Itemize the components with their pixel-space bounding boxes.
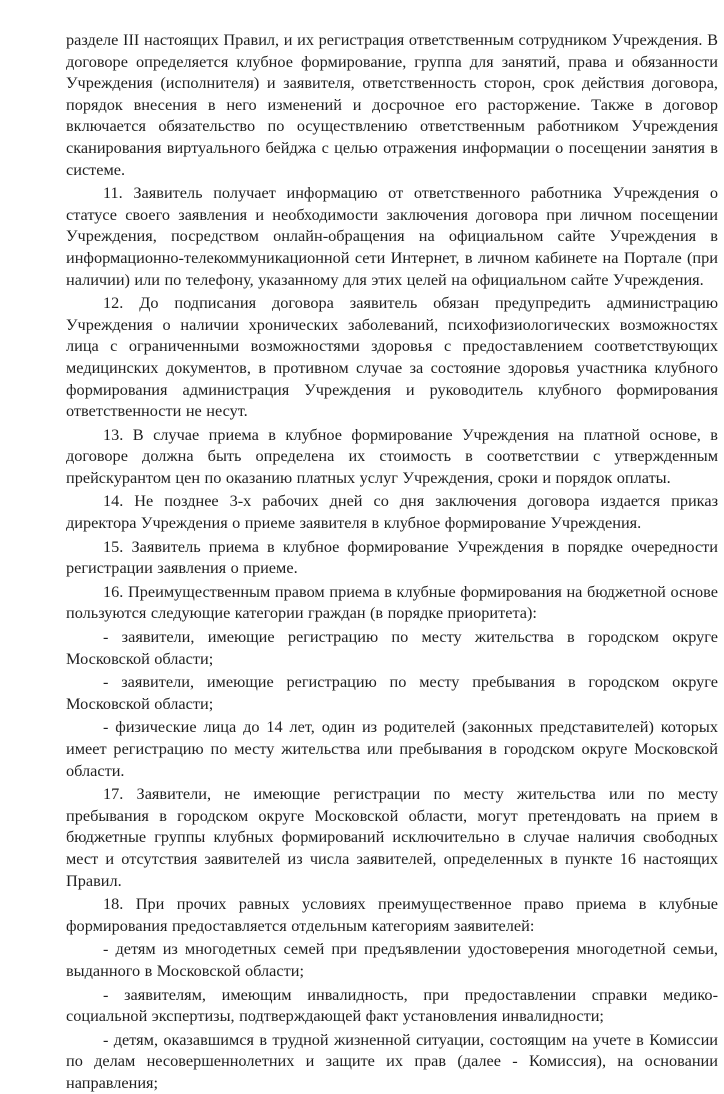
- document-body: [66, 29, 718, 1094]
- paragraph: 13. В случае приема в клубное формирование Учреждения на платной основе, в договоре должна быть определена их стоимость в соответствии с утвержденным прейскурантом цен по оказанию платных услуг Учреждения, сроки и порядок оплаты.: [66, 424, 718, 487]
- paragraph: 16. Преимущественным правом приема в клубные формирования на бюджетной основе пользуются следующие категории граждан (в порядке приоритета):: [66, 581, 718, 623]
- list-item: - детям, оказавшимся в трудной жизненной ситуации, состоящим на учете в Комиссии по делам несовершеннолетних и защите их прав (далее - Комиссия), на основании направления;: [66, 1029, 718, 1092]
- paragraph: 17. Заявители, не имеющие регистрации по месту жительства или по месту пребывания в городском округе Московской области, могут претендовать на прием в бюджетные группы клубных формирований исключительно в случае наличия свободных мест и отсутствия заявителей из числа заявителей, определенных в пункте 16 настоящих Правил.: [66, 784, 718, 890]
- paragraph: 14. Не позднее 3-х рабочих дней со дня заключения договора издается приказ директора Учреждения о приеме заявителя в клубное формирование Учреждения.: [66, 491, 718, 533]
- list-item: - заявители, имеющие регистрацию по месту пребывания в городском округе Московской области;: [66, 672, 718, 713]
- list-item: - физические лица до 14 лет, один из родителей (законных представителей) которых имеет регистрацию по месту жительства или пребывания в городском округе Московской области.: [66, 717, 718, 780]
- paragraph: разделе III настоящих Правил, и их регистрация ответственным сотрудником Учреждения. В договоре определяется клубное формирование, группа для занятий, права и обязанности Учреждения (исполнителя) и заявителя, ответственность сторон, срок действия договора, порядок внесения в него изменений и досрочное его расторжение. Также в договор включается обязательство по осуществлению ответственным работником Учреждения сканирования виртуального бейджа с целью отражения информации о посещении занятия в системе.: [66, 30, 718, 179]
- list-item: - заявители, имеющие регистрацию по месту жительства в городском округе Московской области;: [66, 627, 718, 668]
- list-item: - детям из многодетных семей при предъявлении удостоверения многодетной семьи, выданного в Московской области;: [66, 939, 718, 980]
- paragraph: 12. До подписания договора заявитель обязан предупредить администрацию Учреждения о наличии хронических заболеваний, психофизиологических возможностях лица с ограниченными возможностями здоровья с предоставлением соответствующих медицинских документов, в противном случае за состояние здоровья участника клубного формирования администрация Учреждения и руководитель клубного формирования ответственности не несут.: [66, 293, 718, 421]
- paragraph: 15. Заявитель приема в клубное формирование Учреждения в порядке очередности регистрации заявления о приеме.: [66, 536, 718, 578]
- list-item: - заявителям, имеющим инвалидность, при предоставлении справки медико-социальной экспертизы, подтверждающей факт установления инвалидности;: [66, 984, 718, 1026]
- paragraph: 18. При прочих равных условиях преимущественное право приема в клубные формирования предоставляется отдельным категориям заявителей:: [66, 894, 718, 935]
- paragraph: 11. Заявитель получает информацию от ответственного работника Учреждения о статусе своего заявления и необходимости заключения договора при личном посещении Учреждения, посредством онлайн-обращения на официальном сайте Учреждения в информационно-телекоммуникационной сети Интернет, в личном кабинете на Портале (при наличии) или по телефону, указанному для этих целей на официальном сайте Учреждения.: [66, 183, 718, 289]
